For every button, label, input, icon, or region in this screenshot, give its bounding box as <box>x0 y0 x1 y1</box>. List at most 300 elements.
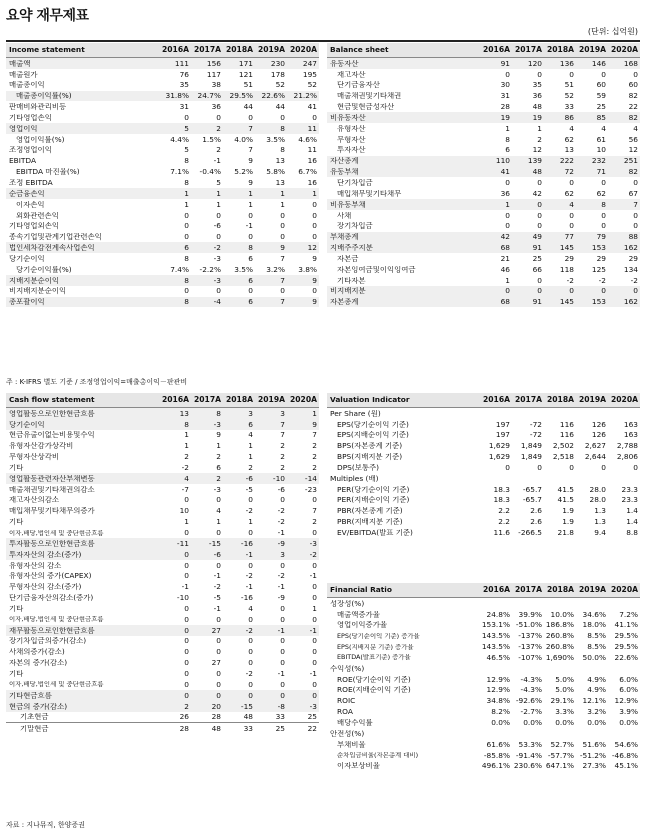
cell-value: 67 <box>628 188 638 198</box>
row-label: 조정영업이익 <box>9 146 52 154</box>
table-row <box>327 188 640 199</box>
row-label: 장기차입금의증가(감소) <box>9 637 87 645</box>
table-row <box>327 101 640 112</box>
table-row <box>327 696 640 707</box>
table-row <box>327 419 640 430</box>
table-row <box>6 657 319 668</box>
table-header <box>327 393 640 408</box>
cell-value: 11.6 <box>493 528 510 537</box>
cell-value: 29.1% <box>550 696 574 706</box>
table-row <box>6 625 319 636</box>
row-label: 이자보상비율 <box>337 762 380 770</box>
table-row <box>327 620 640 631</box>
year-header: 2017A <box>193 45 221 55</box>
table-row <box>6 156 319 167</box>
cell-value: 118 <box>559 264 574 274</box>
row-label: 지배주주지분 <box>330 244 373 252</box>
cell-value: 0.0% <box>619 718 638 727</box>
cell-value: 0 <box>312 112 317 122</box>
cell-value: -2 <box>213 243 221 253</box>
cell-value: 7 <box>280 297 285 307</box>
cell-value: 12.9% <box>614 696 638 706</box>
cell-value: 0 <box>633 286 638 296</box>
cell-value: 3 <box>248 408 253 418</box>
cell-value: 59 <box>596 91 606 101</box>
table-row <box>327 232 640 243</box>
cell-value: 0 <box>312 528 317 537</box>
cell-value: 0 <box>184 528 189 537</box>
cell-value: 2,788 <box>616 441 638 451</box>
cell-value: 51 <box>243 80 253 90</box>
cell-value: 153 <box>591 297 606 307</box>
cell-value: 0 <box>633 210 638 220</box>
year-header: 2019A <box>257 45 285 55</box>
row-label: Per Share (원) <box>330 409 381 418</box>
table-row <box>327 462 640 473</box>
row-label: EPS(지배순이익 기준) <box>337 431 409 439</box>
cell-value: 4.9% <box>587 674 606 684</box>
cell-value: 12.9% <box>486 685 510 695</box>
row-label: ROA <box>337 708 353 716</box>
cell-value: 2 <box>280 462 285 472</box>
cell-value: 12 <box>532 145 542 155</box>
cell-value: 0 <box>633 178 638 187</box>
table-row <box>327 663 640 674</box>
cell-value: 0 <box>248 210 253 220</box>
table-row <box>327 674 640 685</box>
cell-value: 9 <box>280 243 285 253</box>
cell-value: 0 <box>312 582 317 592</box>
cell-value: -6 <box>213 221 221 231</box>
cell-value: 60 <box>628 80 638 90</box>
cell-value: 0 <box>569 221 574 231</box>
row-label: 당기순이익 <box>9 254 45 263</box>
table-row <box>327 527 640 538</box>
cell-value: 0 <box>633 69 638 79</box>
table-row <box>6 91 319 102</box>
cell-value: 33 <box>275 712 285 722</box>
cell-value: 0 <box>184 614 189 624</box>
table-row <box>327 506 640 517</box>
cell-value: 0 <box>280 636 285 646</box>
table-row <box>6 101 319 112</box>
year-header: 2018A <box>546 395 574 405</box>
cell-value: 2 <box>216 452 221 462</box>
year-header: 2017A <box>514 395 542 405</box>
cell-value: 111 <box>174 58 189 68</box>
table-row <box>327 58 640 69</box>
row-label: 유동부채 <box>330 168 359 176</box>
cell-value: -10 <box>176 593 189 603</box>
cell-value: 1 <box>312 603 317 613</box>
cell-value: 28 <box>179 723 189 733</box>
cell-value: 88 <box>628 232 638 242</box>
cell-value: 22 <box>628 102 638 112</box>
cell-value: 2,806 <box>616 452 638 462</box>
row-label: 투자활동으로인한현금흐름 <box>9 539 95 548</box>
page-title: 요약 재무제표 <box>6 8 89 24</box>
cell-value: 0 <box>537 178 542 187</box>
year-header: 2017A <box>514 45 542 55</box>
cell-value: 1 <box>184 188 189 198</box>
table-row <box>6 112 319 123</box>
cell-value: 2 <box>280 441 285 451</box>
cell-value: 10 <box>596 145 606 155</box>
year-header: 2020A <box>289 395 317 405</box>
year-header: 2020A <box>610 45 638 55</box>
cell-value: 0 <box>633 221 638 231</box>
cell-value: 28 <box>500 102 510 112</box>
cell-value: 0 <box>312 286 317 296</box>
cell-value: 1.4 <box>626 506 638 516</box>
cell-value: 1 <box>505 275 510 285</box>
year-header: 2019A <box>578 585 606 595</box>
row-label: 자본잉여금및이익잉여금 <box>337 265 416 274</box>
cell-value: -3 <box>309 538 317 548</box>
cell-value: 21.2% <box>293 91 317 101</box>
cell-value: 2.6 <box>530 506 542 516</box>
cell-value: -2.2% <box>199 264 221 274</box>
table-row <box>6 419 319 430</box>
row-label: 성장성(%) <box>330 599 365 608</box>
cell-value: -23 <box>304 484 317 494</box>
cell-value: 0 <box>312 495 317 505</box>
cell-value: 134 <box>623 264 638 274</box>
cell-value: 8.5% <box>587 631 606 641</box>
row-label: Multiples (배) <box>330 474 379 483</box>
table-row <box>6 690 319 701</box>
cell-value: -10 <box>272 473 285 483</box>
cell-value: 5.0% <box>555 685 574 695</box>
cell-value: -1 <box>309 625 317 635</box>
cell-value: 1 <box>248 188 253 198</box>
cell-value: 9 <box>248 178 253 187</box>
table-row <box>6 123 319 134</box>
cell-value: 0 <box>505 210 510 220</box>
year-header: 2018A <box>546 45 574 55</box>
cell-value: 121 <box>238 69 253 79</box>
cell-value: 29.5% <box>229 91 253 101</box>
cell-value: 25 <box>275 723 285 733</box>
table-row <box>6 484 319 495</box>
cell-value: -4.3% <box>520 674 542 684</box>
cell-value: 3 <box>280 408 285 418</box>
row-label: 부채비율 <box>337 740 366 749</box>
cell-value: 41 <box>307 102 317 112</box>
row-label: 기타영업손익 <box>9 113 52 122</box>
row-label: 매출총이익 <box>9 81 45 89</box>
row-label: 매입채무및기타채무 <box>337 189 402 198</box>
cell-value: 0 <box>184 625 189 635</box>
cell-value: 86 <box>564 112 574 122</box>
cell-value: -15 <box>208 538 221 548</box>
row-label: EBITDA 마진율(%) <box>16 168 80 176</box>
cell-value: 36 <box>500 188 510 198</box>
cell-value: 31 <box>179 102 189 112</box>
cell-value: -7 <box>181 484 189 494</box>
table-row <box>327 297 640 308</box>
cell-value: 6.7% <box>298 167 317 177</box>
year-header: 2017A <box>514 585 542 595</box>
cell-value: 0 <box>216 232 221 242</box>
row-label: 기타 <box>9 604 24 613</box>
cell-value: 0.0% <box>491 718 510 727</box>
cell-value: 0 <box>280 286 285 296</box>
year-header: 2017A <box>193 395 221 405</box>
cell-value: 126 <box>591 430 606 440</box>
cell-value: 0 <box>184 286 189 296</box>
cell-value: 126 <box>591 419 606 429</box>
cell-value: -1 <box>213 571 221 581</box>
cell-value: 0 <box>537 210 542 220</box>
table-row <box>327 286 640 297</box>
cell-value: -57.7% <box>547 750 574 760</box>
cell-value: 1 <box>216 441 221 451</box>
cell-value: 0 <box>505 462 510 472</box>
row-label: 조정 EBITDA <box>9 179 53 187</box>
cell-value: -1 <box>181 582 189 592</box>
cell-value: 6.0% <box>619 674 638 684</box>
year-header: 2019A <box>578 395 606 405</box>
cell-value: 647.1% <box>545 761 574 771</box>
row-label: 비지배지분순이익 <box>9 287 67 295</box>
table-row <box>6 286 319 297</box>
table-row <box>6 297 319 308</box>
cell-value: 1 <box>312 188 317 198</box>
cell-value: 0 <box>280 679 285 689</box>
cell-value: 7 <box>280 419 285 429</box>
cell-value: 2 <box>216 473 221 483</box>
year-header: 2016A <box>161 395 189 405</box>
cell-value: -6 <box>245 473 253 483</box>
table-row <box>6 242 319 253</box>
year-header: 2016A <box>161 45 189 55</box>
table-row <box>327 145 640 156</box>
cell-value: 0 <box>184 690 189 700</box>
cell-value: -2 <box>245 571 253 581</box>
cell-value: 38 <box>211 80 221 90</box>
cell-value: 8 <box>280 145 285 155</box>
cell-value: 54.6% <box>614 739 638 749</box>
cell-value: 3.5% <box>266 134 285 144</box>
cell-value: 5 <box>184 123 189 133</box>
cell-value: 13 <box>564 145 574 155</box>
row-label: 유동자산 <box>330 59 359 68</box>
cell-value: 0 <box>184 603 189 613</box>
cell-value: 0 <box>280 603 285 613</box>
table-row <box>6 462 319 473</box>
cell-value: 0 <box>184 679 189 689</box>
table-row <box>6 134 319 145</box>
cell-value: 1.9 <box>562 517 574 527</box>
row-label: 이자,배당,법인세 및 중단현금흐름 <box>9 616 104 623</box>
cell-value: -1 <box>277 528 285 537</box>
table-header <box>6 393 319 408</box>
cell-value: -3 <box>213 253 221 263</box>
row-label: 순금융손익 <box>9 189 45 198</box>
cell-value: 6 <box>248 275 253 285</box>
table-header-title: Balance sheet <box>330 46 389 54</box>
cell-value: 36 <box>532 91 542 101</box>
table-row <box>6 560 319 571</box>
cell-value: 0 <box>184 636 189 646</box>
cell-value: 146 <box>591 58 606 68</box>
row-label: BPS(지배지분 기준) <box>337 453 403 461</box>
cell-value: 82 <box>628 167 638 177</box>
row-label: 무형자산상각비 <box>9 453 59 461</box>
cell-value: 11 <box>307 145 317 155</box>
cell-value: 162 <box>623 297 638 307</box>
cell-value: 2,627 <box>584 441 606 451</box>
cell-value: 1.4 <box>626 517 638 527</box>
table-row <box>327 210 640 221</box>
cell-value: 29 <box>628 253 638 263</box>
cell-value: 153 <box>591 243 606 253</box>
cell-value: 0 <box>537 286 542 296</box>
table-row <box>6 166 319 177</box>
cell-value: 230 <box>270 58 285 68</box>
cell-value: 232 <box>591 156 606 166</box>
cell-value: 8 <box>248 243 253 253</box>
cell-value: 0 <box>312 679 317 689</box>
table-row <box>6 69 319 80</box>
cell-value: 10.0% <box>550 609 574 619</box>
row-label: 재무활동으로인한현금흐름 <box>9 626 95 634</box>
cell-value: 34.8% <box>486 696 510 706</box>
cell-value: 28.0 <box>589 484 606 494</box>
cell-value: -92.6% <box>515 696 542 706</box>
cell-value: 0 <box>248 286 253 296</box>
cell-value: 12.9% <box>486 674 510 684</box>
cell-value: 18.3 <box>493 484 510 494</box>
cell-value: 1 <box>216 199 221 209</box>
cell-value: 1.5% <box>202 134 221 144</box>
table-row <box>6 199 319 210</box>
table-row <box>6 473 319 484</box>
cell-value: 62 <box>596 188 606 198</box>
cell-value: 0 <box>569 210 574 220</box>
cell-value: -107% <box>518 652 542 662</box>
unit-label: (단위: 십억원) <box>587 27 638 36</box>
table-row <box>6 408 319 419</box>
table-row <box>327 750 640 761</box>
row-label: 이자손익 <box>16 200 45 209</box>
cell-value: 7.1% <box>170 167 189 177</box>
row-label: 기타 <box>9 669 24 678</box>
cell-value: 85 <box>596 112 606 122</box>
cell-value: 41 <box>500 167 510 177</box>
cell-value: 0 <box>569 462 574 472</box>
table-row <box>327 495 640 506</box>
footnote: 주 : K-IFRS 별도 기준 / 조정영업이익=매출총이익－판관비 <box>6 378 188 386</box>
cell-value: 22 <box>307 723 317 733</box>
cell-value: -1 <box>277 582 285 592</box>
cell-value: -1 <box>245 549 253 559</box>
cell-value: 251 <box>623 156 638 166</box>
cell-value: 0 <box>184 495 189 505</box>
cell-value: 1 <box>248 199 253 209</box>
cell-value: 27.3% <box>582 761 606 771</box>
cell-value: 1 <box>216 517 221 527</box>
cell-value: -137% <box>518 642 542 652</box>
cell-value: 33 <box>243 723 253 733</box>
row-label: 자본총계 <box>330 298 359 306</box>
cell-value: 1,629 <box>488 452 510 462</box>
cell-value: -14 <box>304 473 317 483</box>
cell-value: 9 <box>312 419 317 429</box>
cell-value: -3 <box>213 484 221 494</box>
cell-value: 39.9% <box>518 609 542 619</box>
table-row <box>6 177 319 188</box>
cell-value: 1 <box>537 123 542 133</box>
cell-value: 28.0 <box>589 495 606 505</box>
cell-value: 260.8% <box>545 631 574 641</box>
cell-value: 0 <box>248 495 253 505</box>
cash-flow-table <box>6 393 319 733</box>
cell-value: 7 <box>312 430 317 440</box>
cell-value: -11 <box>176 538 189 548</box>
cell-value: 8 <box>184 275 189 285</box>
cell-value: 6 <box>248 297 253 307</box>
cell-value: 31.8% <box>165 91 189 101</box>
cell-value: 8 <box>216 408 221 418</box>
cell-value: 34.6% <box>582 609 606 619</box>
cell-value: 8.5% <box>587 642 606 652</box>
cell-value: 52 <box>275 80 285 90</box>
cell-value: -1 <box>309 668 317 678</box>
year-header: 2018A <box>225 45 253 55</box>
cell-value: 9 <box>216 430 221 440</box>
cell-value: 2 <box>312 452 317 462</box>
cell-value: 222 <box>559 156 574 166</box>
cell-value: 23.3 <box>621 484 638 494</box>
cell-value: 0 <box>216 112 221 122</box>
cell-value: 61 <box>596 134 606 144</box>
cell-value: 0 <box>184 210 189 220</box>
cell-value: 0 <box>216 679 221 689</box>
cell-value: 79 <box>596 232 606 242</box>
cell-value: 0 <box>601 286 606 296</box>
divider <box>6 40 640 42</box>
cell-value: 44 <box>243 102 253 112</box>
cell-value: -0.4% <box>199 167 221 177</box>
table-row <box>327 473 640 484</box>
cell-value: 2.6 <box>530 517 542 527</box>
cell-value: 0 <box>248 636 253 646</box>
row-label: ROE(지배순이익 기준) <box>337 686 411 694</box>
cell-value: 2,518 <box>552 452 574 462</box>
table-row <box>6 527 319 538</box>
table-header-title: Income statement <box>9 46 85 54</box>
cell-value: 49 <box>532 232 542 242</box>
row-label: 기타자본 <box>337 276 366 284</box>
cell-value: 52 <box>564 91 574 101</box>
table-row <box>6 441 319 452</box>
cell-value: 11 <box>307 123 317 133</box>
cell-value: 0 <box>537 275 542 285</box>
cell-value: 0 <box>216 495 221 505</box>
cell-value: 7.4% <box>170 264 189 274</box>
cell-value: 171 <box>238 58 253 68</box>
cell-value: 42 <box>500 232 510 242</box>
table-row <box>6 145 319 156</box>
cell-value: 8.8 <box>626 528 638 537</box>
cell-value: 4 <box>216 506 221 516</box>
cell-value: 4 <box>633 123 638 133</box>
cell-value: -4.3% <box>520 685 542 695</box>
cell-value: 1 <box>505 123 510 133</box>
cell-value: 3.3% <box>555 707 574 717</box>
